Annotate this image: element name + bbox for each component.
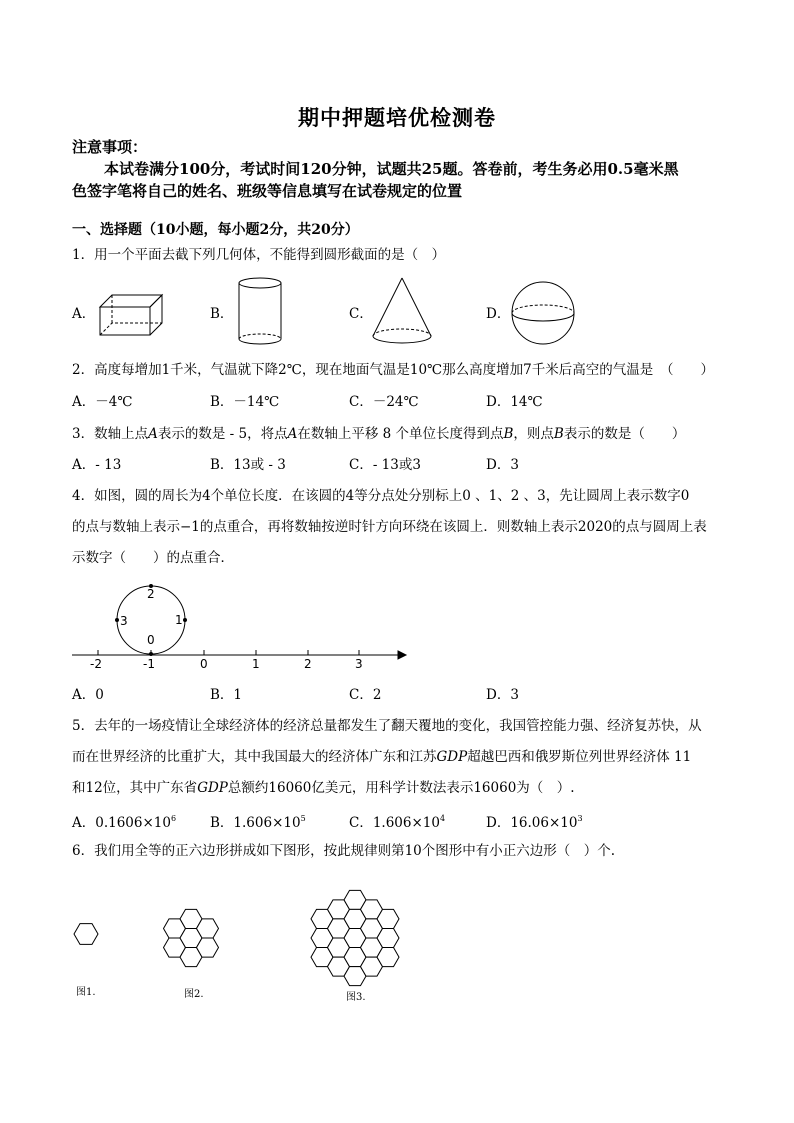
q2-option-a[interactable]: A．－4℃ [72, 394, 133, 410]
question-5-line-2: 而在世界经济的比重扩大，其中我国最大的经济体广东和江苏GDP超越巴西和俄罗斯位列世界经济体 11 [72, 749, 692, 765]
question-4-line-2: 的点与数轴上表示−1的点重合，再将数轴按逆时针方向环绕在该圆上．则数轴上表示2020的点与圆周上表 [72, 519, 707, 535]
q3-option-a[interactable]: A．- 13 [72, 457, 122, 473]
q4-option-a[interactable]: A．0 [72, 687, 104, 703]
q4-option-c[interactable]: C．2 [349, 687, 382, 703]
question-4-line-3: 示数字（ ）的点重合． [72, 550, 234, 566]
axis-label: 1 [252, 657, 260, 671]
q1-option-b[interactable]: B． [210, 306, 234, 322]
q4-option-d[interactable]: D．3 [486, 687, 519, 703]
circle-label-2: 2 [147, 587, 155, 601]
question-6-text: 6．我们用全等的正六边形拼成如下图形，按此规律则第10个图形中有小正六边形（ ）个. [72, 843, 616, 859]
question-3-text: 3．数轴上点A表示的数是 - 5，将点A在数轴上平移 8 个单位长度得到点B，则点B表示的数是（ ） [72, 426, 686, 442]
q5-option-b[interactable]: B．$1.606\times 10^5$ [210, 814, 306, 831]
hexagon [197, 938, 219, 957]
circle-label-0: 0 [147, 633, 155, 647]
hexagon [197, 919, 219, 938]
notice-line-1: 本试卷满分100分，考试时间120分钟，试题共25题。答卷前，考生务必用0.5毫米黑 [104, 160, 679, 178]
q5-option-d[interactable]: D．$16.06\times 10^3$ [486, 814, 583, 831]
notice-heading: 注意事项： [72, 138, 148, 156]
q1-option-d[interactable]: D． [486, 306, 511, 322]
circle-numberline-figure [68, 578, 408, 670]
figure-1-label: 图1. [76, 987, 96, 998]
question-5-line-3: 和12位，其中广东省GDP总额约16060亿美元，用科学计数法表示16060为（ ）. [72, 780, 575, 796]
q2-option-c[interactable]: C．－24℃ [349, 394, 419, 410]
q2-option-d[interactable]: D．14℃ [486, 394, 543, 410]
axis-label: -1 [143, 657, 155, 671]
figure-2-label: 图2. [184, 989, 204, 1000]
page-title: 期中押题培优检测卷 [298, 105, 496, 130]
cone-icon [370, 276, 434, 348]
axis-label: 0 [200, 657, 208, 671]
q1-option-c[interactable]: C． [349, 306, 373, 322]
axis-label: 2 [304, 657, 312, 671]
question-1-text: 1．用一个平面去截下列几何体，不能得到圆形截面的是（ ） [72, 247, 446, 263]
question-4-line-1: 4．如图，圆的周长为4个单位长度．在该圆的4等分点处分别标上0 、1、2 、3，先让圆周上表示数字0 [72, 488, 690, 504]
q3-option-b[interactable]: B．13或 - 3 [210, 457, 286, 473]
hexagon [74, 924, 98, 945]
q1-option-a[interactable]: A． [72, 306, 96, 322]
circle-label-3: 3 [120, 614, 128, 628]
hexagon [377, 948, 399, 967]
hexagon [377, 929, 399, 948]
axis-label: 3 [355, 657, 363, 671]
cylinder-icon [236, 276, 284, 348]
q5-option-c[interactable]: C．$1.606\times 10^4$ [349, 814, 446, 831]
figure-3-label: 图3. [346, 992, 366, 1003]
hexagon [377, 909, 399, 928]
axis-label: -2 [90, 657, 102, 671]
q3-option-c[interactable]: C．- 13或3 [349, 457, 421, 473]
sphere-icon [510, 280, 578, 348]
q2-option-b[interactable]: B．－14℃ [210, 394, 280, 410]
notice-line-2: 色签字笔将自己的姓名、班级等信息填写在试卷规定的位置 [72, 182, 463, 200]
circle-label-1: 1 [175, 613, 183, 627]
q5-option-a[interactable]: A．$0.1606\times 10^6$ [72, 814, 177, 831]
question-5-line-1: 5．去年的一场疫情让全球经济体的经济总量都发生了翻天覆地的变化，我国管控能力强、经济复苏快，从 [72, 718, 702, 734]
section-heading: 一、选择题（10小题，每小题2分，共20分） [72, 222, 359, 238]
question-2-text: 2．高度每增加1千米，气温就下降2℃，现在地面气温是10℃那么高度增加7千米后高空的气温是 （ ） [72, 362, 714, 378]
q3-option-d[interactable]: D．3 [486, 457, 519, 473]
cube-icon [98, 293, 166, 338]
hexagon-pattern-figure [60, 860, 440, 1010]
q4-option-b[interactable]: B．1 [210, 687, 243, 703]
